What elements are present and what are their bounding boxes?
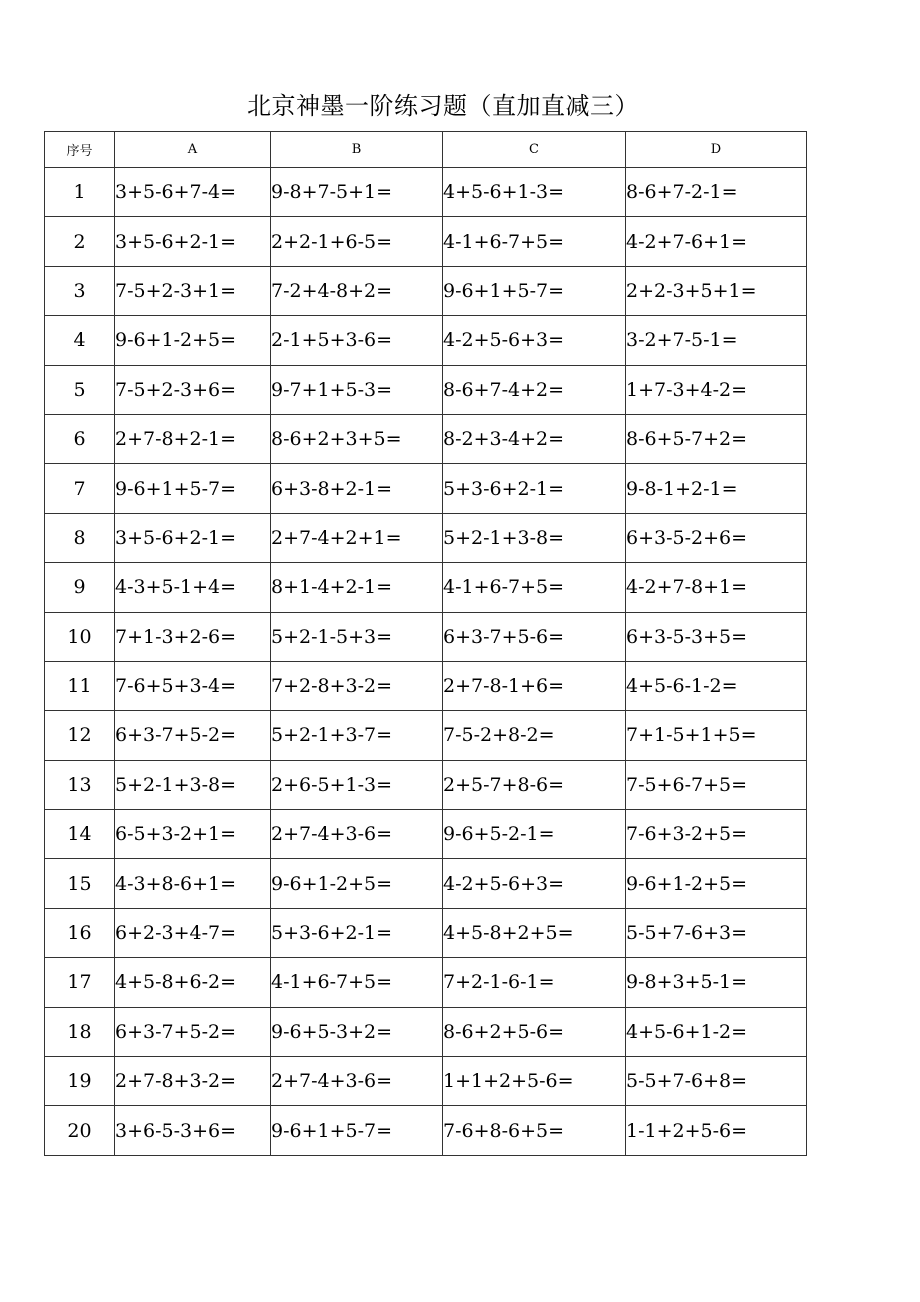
cell-d: 7-5+6-7+5= [626,760,807,809]
cell-b: 9-7+1+5-3= [271,365,443,414]
cell-b: 8+1-4+2-1= [271,563,443,612]
cell-d: 8-6+5-7+2= [626,414,807,463]
table-row [45,810,807,859]
cell-b: 2-1+5+3-6= [271,316,443,365]
cell-c: 4+5-8+2+5= [443,908,626,957]
cell-c: 7+2-1-6-1= [443,958,626,1007]
cell-a: 4-3+8-6+1= [115,859,271,908]
row-index: 16 [45,908,115,957]
row-index: 5 [45,365,115,414]
cell-c: 4-2+5-6+3= [443,859,626,908]
table-row [45,464,807,513]
row-index: 9 [45,563,115,612]
table-row [45,661,807,710]
table-row [45,612,807,661]
table-row [45,365,807,414]
cell-c: 7-5-2+8-2= [443,711,626,760]
cell-c: 5+2-1+3-8= [443,513,626,562]
cell-b: 7+2-8+3-2= [271,661,443,710]
cell-a: 3+5-6+2-1= [115,513,271,562]
row-index: 12 [45,711,115,760]
row-index: 15 [45,859,115,908]
row-index: 10 [45,612,115,661]
table-row [45,760,807,809]
cell-c: 4+5-6+1-3= [443,168,626,217]
cell-c: 1+1+2+5-6= [443,1057,626,1106]
cell-d: 9-8-1+2-1= [626,464,807,513]
cell-a: 6-5+3-2+1= [115,810,271,859]
cell-d: 8-6+7-2-1= [626,168,807,217]
cell-c: 9-6+1+5-7= [443,266,626,315]
cell-b: 9-6+1-2+5= [271,859,443,908]
cell-c: 9-6+5-2-1= [443,810,626,859]
cell-b: 6+3-8+2-1= [271,464,443,513]
cell-d: 9-6+1-2+5= [626,859,807,908]
table-row [45,513,807,562]
header-column-a: A [115,132,271,168]
header-column-b: B [271,132,443,168]
cell-a: 9-6+1+5-7= [115,464,271,513]
cell-a: 6+2-3+4-7= [115,908,271,957]
table-row [45,316,807,365]
table-row [45,168,807,217]
cell-b: 2+7-4+3-6= [271,810,443,859]
cell-d: 3-2+7-5-1= [626,316,807,365]
cell-b: 4-1+6-7+5= [271,958,443,1007]
cell-a: 4-3+5-1+4= [115,563,271,612]
cell-b: 2+2-1+6-5= [271,217,443,266]
row-index: 11 [45,661,115,710]
cell-a: 2+7-8+3-2= [115,1057,271,1106]
cell-b: 5+3-6+2-1= [271,908,443,957]
cell-b: 8-6+2+3+5= [271,414,443,463]
row-index: 4 [45,316,115,365]
cell-d: 9-8+3+5-1= [626,958,807,1007]
table-row [45,908,807,957]
cell-c: 4-1+6-7+5= [443,217,626,266]
exercise-table [44,131,807,1156]
cell-d: 5-5+7-6+8= [626,1057,807,1106]
table-row [45,217,807,266]
cell-d: 1-1+2+5-6= [626,1106,807,1155]
cell-c: 6+3-7+5-6= [443,612,626,661]
table-row [45,1106,807,1155]
cell-a: 9-6+1-2+5= [115,316,271,365]
header-row [45,132,807,168]
table-row [45,414,807,463]
row-index: 14 [45,810,115,859]
row-index: 19 [45,1057,115,1106]
row-index: 2 [45,217,115,266]
row-index: 6 [45,414,115,463]
cell-a: 7+1-3+2-6= [115,612,271,661]
cell-a: 6+3-7+5-2= [115,711,271,760]
cell-c: 2+5-7+8-6= [443,760,626,809]
cell-a: 3+5-6+2-1= [115,217,271,266]
cell-c: 5+3-6+2-1= [443,464,626,513]
cell-c: 4-2+5-6+3= [443,316,626,365]
row-index: 8 [45,513,115,562]
cell-d: 5-5+7-6+3= [626,908,807,957]
cell-d: 4+5-6-1-2= [626,661,807,710]
header-index: 序号 [45,132,115,168]
cell-a: 6+3-7+5-2= [115,1007,271,1056]
cell-b: 9-6+5-3+2= [271,1007,443,1056]
row-index: 18 [45,1007,115,1056]
table-row [45,266,807,315]
table-row [45,563,807,612]
cell-a: 7-5+2-3+1= [115,266,271,315]
cell-b: 5+2-1+3-7= [271,711,443,760]
row-index: 17 [45,958,115,1007]
cell-b: 2+6-5+1-3= [271,760,443,809]
cell-b: 2+7-4+2+1= [271,513,443,562]
cell-d: 7+1-5+1+5= [626,711,807,760]
table-row [45,1007,807,1056]
row-index: 13 [45,760,115,809]
cell-c: 8-2+3-4+2= [443,414,626,463]
table-row [45,711,807,760]
cell-a: 5+2-1+3-8= [115,760,271,809]
page-title: 北京神墨一阶练习题（直加直减三） [247,92,639,120]
cell-c: 8-6+2+5-6= [443,1007,626,1056]
cell-d: 7-6+3-2+5= [626,810,807,859]
cell-b: 7-2+4-8+2= [271,266,443,315]
cell-c: 2+7-8-1+6= [443,661,626,710]
cell-b: 9-8+7-5+1= [271,168,443,217]
row-index: 7 [45,464,115,513]
cell-c: 8-6+7-4+2= [443,365,626,414]
cell-a: 7-5+2-3+6= [115,365,271,414]
cell-a: 3+5-6+7-4= [115,168,271,217]
table-row [45,859,807,908]
cell-b: 5+2-1-5+3= [271,612,443,661]
table-row [45,1057,807,1106]
row-index: 3 [45,266,115,315]
cell-d: 4-2+7-6+1= [626,217,807,266]
cell-d: 6+3-5-3+5= [626,612,807,661]
header-column-d: D [626,132,807,168]
table-row [45,958,807,1007]
cell-b: 2+7-4+3-6= [271,1057,443,1106]
cell-d: 2+2-3+5+1= [626,266,807,315]
cell-d: 6+3-5-2+6= [626,513,807,562]
cell-a: 4+5-8+6-2= [115,958,271,1007]
cell-a: 2+7-8+2-1= [115,414,271,463]
cell-a: 7-6+5+3-4= [115,661,271,710]
cell-c: 4-1+6-7+5= [443,563,626,612]
row-index: 20 [45,1106,115,1155]
cell-a: 3+6-5-3+6= [115,1106,271,1155]
row-index: 1 [45,168,115,217]
cell-d: 4-2+7-8+1= [626,563,807,612]
cell-d: 4+5-6+1-2= [626,1007,807,1056]
cell-b: 9-6+1+5-7= [271,1106,443,1155]
header-column-c: C [443,132,626,168]
cell-d: 1+7-3+4-2= [626,365,807,414]
cell-c: 7-6+8-6+5= [443,1106,626,1155]
